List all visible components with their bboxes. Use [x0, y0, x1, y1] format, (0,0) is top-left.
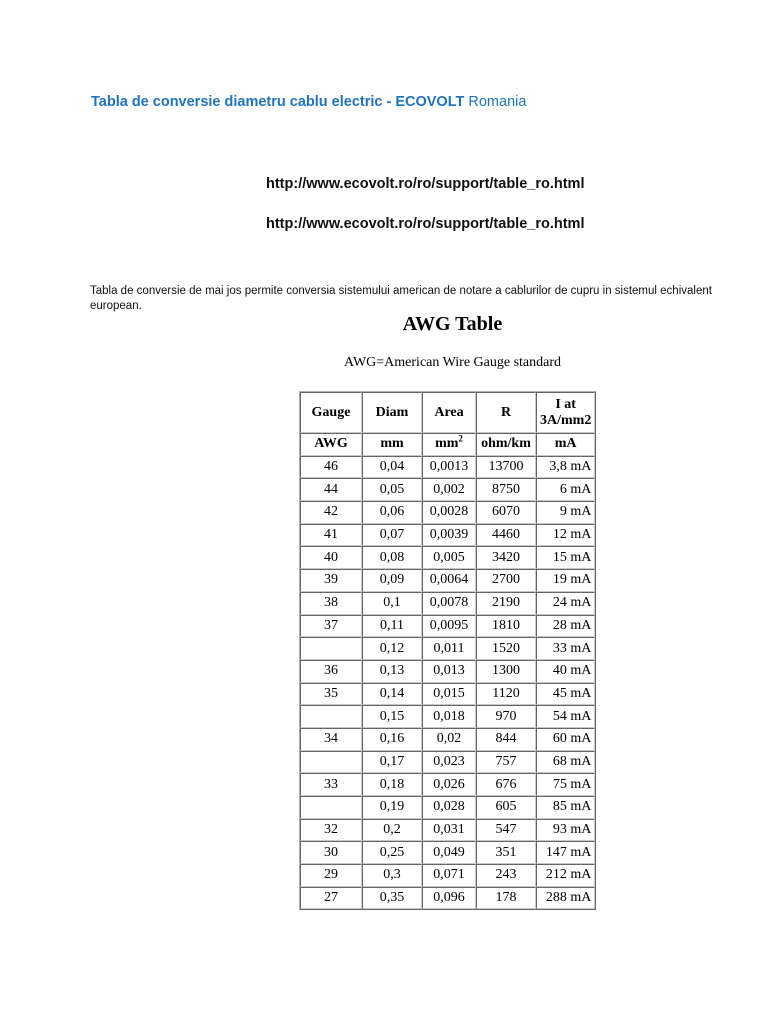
table-row	[300, 478, 595, 501]
cell-area: 0,049	[422, 841, 476, 864]
table-row	[300, 456, 595, 479]
cell-diam: 0,18	[362, 773, 422, 796]
cell-diam: 0,05	[362, 478, 422, 501]
table-row	[300, 751, 595, 774]
awg-table	[299, 391, 596, 910]
cell-area: 0,031	[422, 819, 476, 842]
cell-area: 0,026	[422, 773, 476, 796]
cell-current: 28 mA	[536, 615, 595, 638]
cell-current: 3,8 mA	[536, 456, 595, 479]
cell-current: 40 mA	[536, 660, 595, 683]
cell-current: 85 mA	[536, 796, 595, 819]
cell-area: 0,0078	[422, 592, 476, 615]
cell-gauge: 38	[300, 592, 362, 615]
cell-current: 19 mA	[536, 569, 595, 592]
cell-area: 0,002	[422, 478, 476, 501]
table-row	[300, 569, 595, 592]
cell-diam: 0,3	[362, 864, 422, 887]
unit-cell-diam: mm	[362, 433, 422, 456]
table-row	[300, 546, 595, 569]
cell-r: 605	[476, 796, 536, 819]
cell-r: 6070	[476, 501, 536, 524]
table-units-row	[300, 433, 595, 456]
cell-diam: 0,07	[362, 524, 422, 547]
table-row	[300, 819, 595, 842]
header-cell-r: R	[476, 392, 536, 433]
table-row	[300, 796, 595, 819]
header-cell-diam: Diam	[362, 392, 422, 433]
source-url-2: http://www.ecovolt.ro/ro/support/table_ro.html	[266, 216, 585, 232]
cell-area: 0,015	[422, 683, 476, 706]
table-title: AWG Table	[402, 313, 503, 335]
cell-gauge: 37	[300, 615, 362, 638]
cell-area: 0,0064	[422, 569, 476, 592]
table-row	[300, 615, 595, 638]
cell-area: 0,005	[422, 546, 476, 569]
cell-area: 0,0039	[422, 524, 476, 547]
cell-current: 75 mA	[536, 773, 595, 796]
cell-diam: 0,25	[362, 841, 422, 864]
cell-diam: 0,35	[362, 887, 422, 910]
cell-gauge: 36	[300, 660, 362, 683]
cell-r: 243	[476, 864, 536, 887]
table-row	[300, 660, 595, 683]
cell-current: 212 mA	[536, 864, 595, 887]
table-row	[300, 887, 595, 910]
title-bold-text: Tabla de conversie diametru cablu electric - ECOVOLT	[91, 94, 465, 110]
cell-current: 60 mA	[536, 728, 595, 751]
table-row	[300, 501, 595, 524]
cell-r: 547	[476, 819, 536, 842]
cell-area: 0,096	[422, 887, 476, 910]
cell-r: 2190	[476, 592, 536, 615]
cell-current: 147 mA	[536, 841, 595, 864]
cell-gauge: 35	[300, 683, 362, 706]
cell-gauge: 27	[300, 887, 362, 910]
cell-current: 15 mA	[536, 546, 595, 569]
article-title-link[interactable]	[91, 94, 691, 110]
table-row	[300, 683, 595, 706]
cell-diam: 0,17	[362, 751, 422, 774]
title-plain-text: Romania	[464, 94, 527, 110]
table-row	[300, 524, 595, 547]
cell-diam: 0,2	[362, 819, 422, 842]
cell-r: 13700	[476, 456, 536, 479]
cell-r: 757	[476, 751, 536, 774]
cell-gauge: 32	[300, 819, 362, 842]
cell-gauge	[300, 751, 362, 774]
cell-gauge: 34	[300, 728, 362, 751]
cell-diam: 0,15	[362, 705, 422, 728]
header-cell-area: Area	[422, 392, 476, 433]
cell-r: 1300	[476, 660, 536, 683]
cell-diam: 0,13	[362, 660, 422, 683]
cell-gauge: 40	[300, 546, 362, 569]
cell-gauge	[300, 637, 362, 660]
cell-current: 6 mA	[536, 478, 595, 501]
cell-gauge: 33	[300, 773, 362, 796]
cell-r: 1810	[476, 615, 536, 638]
cell-diam: 0,16	[362, 728, 422, 751]
cell-gauge: 29	[300, 864, 362, 887]
cell-diam: 0,06	[362, 501, 422, 524]
table-row	[300, 841, 595, 864]
unit-cell-current: mA	[536, 433, 595, 456]
unit-cell-r: ohm/km	[476, 433, 536, 456]
cell-current: 68 mA	[536, 751, 595, 774]
cell-gauge: 44	[300, 478, 362, 501]
cell-area: 0,071	[422, 864, 476, 887]
cell-r: 1120	[476, 683, 536, 706]
cell-diam: 0,19	[362, 796, 422, 819]
cell-gauge	[300, 796, 362, 819]
cell-current: 93 mA	[536, 819, 595, 842]
table-header-row	[300, 392, 595, 433]
intro-line-1: Tabla de conversie de mai jos permite conversia sistemului american de notare a cablurilor de cupru in sistemul echivalent	[90, 285, 712, 297]
cell-r: 8750	[476, 478, 536, 501]
cell-current: 54 mA	[536, 705, 595, 728]
cell-diam: 0,08	[362, 546, 422, 569]
unit-area-exponent: 2	[458, 433, 463, 444]
cell-diam: 0,12	[362, 637, 422, 660]
cell-r: 970	[476, 705, 536, 728]
cell-area: 0,013	[422, 660, 476, 683]
cell-area: 0,0028	[422, 501, 476, 524]
table-subtitle: AWG=American Wire Gauge standard	[343, 355, 562, 370]
table-row	[300, 637, 595, 660]
cell-r: 1520	[476, 637, 536, 660]
cell-r: 3420	[476, 546, 536, 569]
unit-cell-gauge: AWG	[300, 433, 362, 456]
intro-paragraph	[90, 284, 768, 314]
source-url-1: http://www.ecovolt.ro/ro/support/table_ro.html	[266, 176, 585, 192]
cell-diam: 0,14	[362, 683, 422, 706]
cell-gauge	[300, 705, 362, 728]
cell-diam: 0,1	[362, 592, 422, 615]
cell-diam: 0,09	[362, 569, 422, 592]
table-row	[300, 592, 595, 615]
cell-area: 0,018	[422, 705, 476, 728]
cell-diam: 0,11	[362, 615, 422, 638]
cell-r: 4460	[476, 524, 536, 547]
unit-area-base: mm	[435, 436, 459, 452]
table-row	[300, 705, 595, 728]
header-cell-current: I at 3A/mm2	[536, 392, 595, 433]
cell-gauge: 42	[300, 501, 362, 524]
cell-gauge: 46	[300, 456, 362, 479]
cell-current: 9 mA	[536, 501, 595, 524]
cell-r: 2700	[476, 569, 536, 592]
cell-current: 33 mA	[536, 637, 595, 660]
cell-area: 0,028	[422, 796, 476, 819]
cell-diam: 0,04	[362, 456, 422, 479]
cell-area: 0,023	[422, 751, 476, 774]
cell-r: 844	[476, 728, 536, 751]
cell-r: 351	[476, 841, 536, 864]
cell-current: 288 mA	[536, 887, 595, 910]
cell-area: 0,0095	[422, 615, 476, 638]
cell-area: 0,0013	[422, 456, 476, 479]
cell-gauge: 39	[300, 569, 362, 592]
cell-current: 24 mA	[536, 592, 595, 615]
cell-current: 45 mA	[536, 683, 595, 706]
intro-line-2: european.	[90, 300, 142, 312]
table-row	[300, 728, 595, 751]
cell-area: 0,011	[422, 637, 476, 660]
table-row	[300, 864, 595, 887]
unit-cell-area	[422, 433, 476, 456]
table-row	[300, 773, 595, 796]
cell-gauge: 41	[300, 524, 362, 547]
cell-gauge: 30	[300, 841, 362, 864]
cell-r: 178	[476, 887, 536, 910]
cell-current: 12 mA	[536, 524, 595, 547]
cell-r: 676	[476, 773, 536, 796]
header-cell-gauge: Gauge	[300, 392, 362, 433]
cell-area: 0,02	[422, 728, 476, 751]
